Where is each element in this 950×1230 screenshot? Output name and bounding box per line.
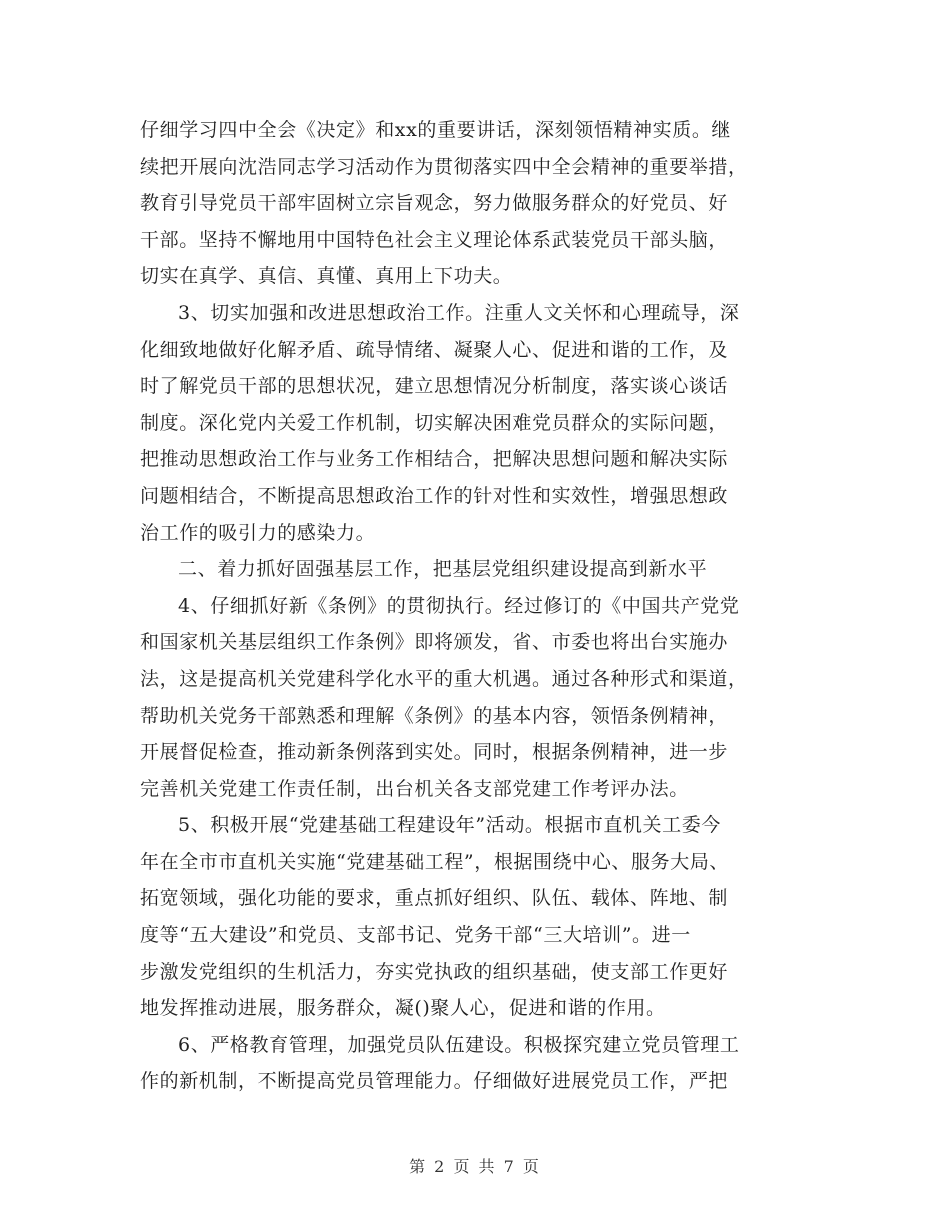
body-line: 续把开展向沈浩同志学习活动作为贯彻落实四中全会精神的重要举措， <box>140 155 748 178</box>
body-line: 化细致地做好化解矛盾、疏导情绪、凝聚人心、促进和谐的工作，及 <box>140 338 729 361</box>
paragraph-6-first-line: 6、严格教育管理，加强党员队伍建设。积极探究建立党员管理工 <box>178 1033 740 1056</box>
body-line: 和国家机关基层组织工作条例》即将颁发，省、市委也将出台实施办 <box>140 631 729 654</box>
document-body <box>140 112 810 1100</box>
body-line: 把推动思想政治工作与业务工作相结合，把解决思想问题和解决实际 <box>140 448 729 471</box>
body-line: 问题相结合，不断提高思想政治工作的针对性和实效性，增强思想政 <box>140 484 729 507</box>
body-line: 度等“五大建设”和党员、支部书记、党务干部“三大培训”。进一 <box>140 924 691 947</box>
body-line: 制度。深化党内关爱工作机制，切实解决困难党员群众的实际问题， <box>140 411 729 434</box>
body-line: 地发挥推动进展，服务群众，凝()聚人心，促进和谐的作用。 <box>140 997 666 1020</box>
body-line: 帮助机关党务干部熟悉和理解《条例》的基本内容，领悟条例精神， <box>140 704 729 727</box>
body-line: 法，这是提高机关党建科学化水平的重大机遇。通过各种形式和渠道， <box>140 667 748 690</box>
paragraph-3-first-line: 3、切实加强和改进思想政治工作。注重人文关怀和心理疏导，深 <box>178 301 740 324</box>
paragraph-4-first-line: 4、仔细抓好新《条例》的贯彻执行。经过修订的《中国共产党党 <box>178 594 740 617</box>
body-line: 开展督促检查，推动新条例落到实处。同时，根据条例精神，进一步 <box>140 741 729 764</box>
page-footer: 第 2 页 共 7 页 <box>409 1157 541 1176</box>
body-line: 切实在真学、真信、真懂、真用上下功夫。 <box>140 265 513 288</box>
body-line: 年在全市市直机关实施“党建基础工程”，根据围绕中心、服务大局、 <box>140 850 730 873</box>
section-heading: 二、着力抓好固强基层工作，把基层党组织建设提高到新水平 <box>178 558 708 581</box>
body-line: 拓宽领域，强化功能的要求，重点抓好组织、队伍、载体、阵地、制 <box>140 887 729 910</box>
body-line: 仔细学习四中全会《决定》和xx的重要讲话，深刻领悟精神实质。继 <box>140 119 732 141</box>
body-line: 步激发党组织的生机活力，夯实党执政的组织基础，使支部工作更好 <box>140 960 729 983</box>
body-line: 完善机关党建工作责任制，出台机关各支部党建工作考评办法。 <box>140 777 689 800</box>
body-line: 时了解党员干部的思想状况，建立思想情况分析制度，落实谈心谈话 <box>140 375 729 398</box>
body-line: 教育引导党员干部牢固树立宗旨观念，努力做服务群众的好党员、好 <box>140 192 729 215</box>
body-line: 干部。坚持不懈地用中国特色社会主义理论体系武装党员干部头脑， <box>140 228 729 251</box>
body-line: 治工作的吸引力的感染力。 <box>140 521 376 544</box>
paragraph-5-first-line: 5、积极开展“党建基础工程建设年”活动。根据市直机关工委今 <box>178 814 721 837</box>
body-line: 作的新机制，不断提高党员管理能力。仔细做好进展党员工作，严把 <box>140 1070 729 1093</box>
